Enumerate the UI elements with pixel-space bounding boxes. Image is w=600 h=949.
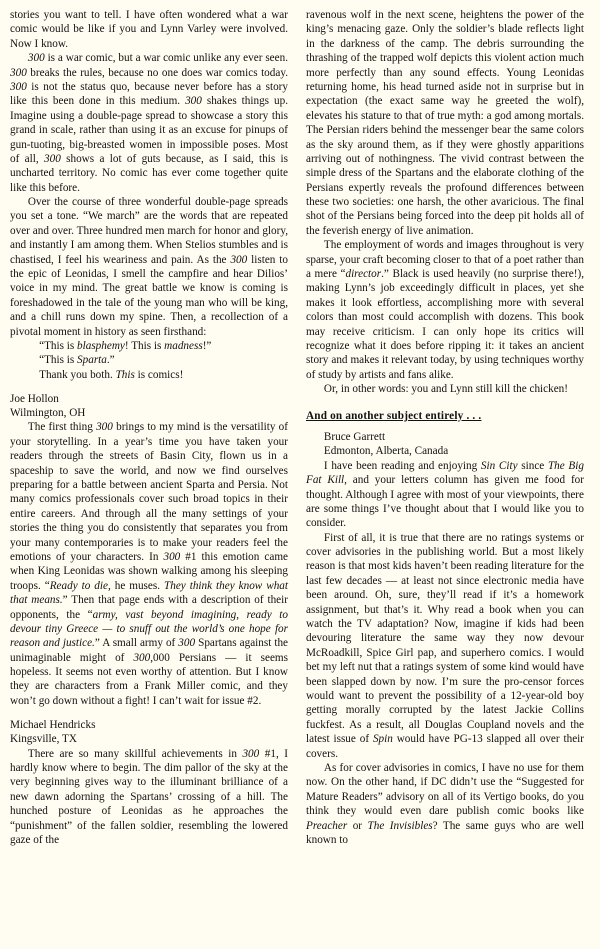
quote-line: “This is blasphemy! This is madness!” — [39, 339, 212, 352]
paragraph: First of all, it is true that there are no ratings systems or cover advisories in the publishing world. But a most likely reason is that most kids haven’t been reading literature for the last few decades — at least not since electronic media have been around. Oh, sure, they’ll read if it’s a homework assignment, but that’s it. Why read a book when you can watch the TV adaptation? Now, imagine if kids had been devouring literature the same way they now devour McRoadkill, Spice Girl pap, and superhero comics. I would bet my left nut that a ratings system of some kind would have been slapped down by now. I’m sure the pro-censor forces would want to prevent the possibility of a 12-year-old boy getting morally corrupted by the latest Jackie Collins fuckfest. As a result, all Douglas Coupland novels and the latest issue of Spin would have PG-13 slapped all over their covers. — [306, 531, 584, 760]
paragraph: As for cover advisories in comics, I have no use for them now. On the other hand, if DC didn’t use the “Suggested for Mature Readers” advisory on all of its Vertigo books, do you think they would even dare publish comic books like Preacher or The Invisibles? The same guys who are well known to — [306, 761, 584, 846]
letter-signature — [306, 430, 584, 459]
right-column — [306, 8, 584, 943]
quote-line: “This is Sparta.” — [39, 354, 115, 367]
signature-name: Joe Hollon — [10, 392, 59, 405]
paragraph: 300 is a war comic, but a war comic unlike any ever seen. 300 breaks the rules, because no one does war comics today. 300 is not the status quo, because never before has a story like this been done in this medium. 300 shakes things up. Imagine using a double-page spread to showcase a story this grand in scale, rather than using it as an excuse for pinups of gun-tuoting, big-breasted women in impossible poses. Most of all, 300 shows a lot of guts because, as I said, this is uncharted territory. No comic has ever come together quite like this before. — [10, 52, 288, 194]
section-heading: And on another subject entirely . . . — [306, 409, 482, 422]
signature-name: Michael Hendricks — [10, 718, 96, 731]
left-column — [10, 8, 288, 943]
paragraph: stories you want to tell. I have often wondered what a war comic would be like if you and Lynn Varley were involved. Now I know. — [10, 9, 288, 50]
paragraph: I have been reading and enjoying Sin City since The Big Fat Kill, and your letters column has given me food for thought. Although I agree with most of your viewpoints, there are some things I’ve thought about that I would like you to consider. — [306, 459, 584, 530]
two-column-layout — [10, 8, 590, 943]
signature-location: Edmonton, Alberta, Canada — [323, 445, 449, 458]
signature-name: Bruce Garrett — [323, 430, 386, 443]
quote-line: Thank you both. This is comics! — [39, 368, 184, 381]
paragraph: Over the course of three wonderful double-page spreads you set a tone. “We march” are the words that are repeated over and over. Three hundred men march for honor and glory, and instantly I am among them. When Stelios stumbles and is chastised, I feel his weariness and pain. As the 300 listen to the epic of Leonidas, I smell the campfire and hear Dilios’ voice in my mind. The great battle we know is coming is foreshadowed in the tale of the young man who will be king, and a chill runs down my spine. Then, a recollection of a pivotal moment in history as seen firsthand: — [10, 196, 288, 338]
signature-location: Wilmington, OH — [10, 407, 86, 420]
signature-location: Kingsville, TX — [10, 733, 77, 746]
paragraph: The first thing 300 brings to my mind is the versatility of your storytelling. In a year’s time you have taken your readers through the streets of Basin City, flown us in a spaceship to save the world, and now we find ourselves preparing for a battle between ancient Sparta and Persia. Not many comics professionals cover such broad topics in their entire careers. And through all the many settings of your stories the thing you do consistently that separates you from your many contemporaries is to make your readers feel the emotions of your characters. In 300 #1 this emotion came when King Leonidas was shown walking among his sleeping troops. “Ready to die, he muses. They think they know what that means.” Then that page ends with a description of their opponents, the “army, vast beyond imagining, ready to devour tiny Greece — to snuff out the world’s one hope for reason and justice.” A small army of 300 Spartans against the unimaginable might of 300,000 Persians — it seems hopeless. It seems not even worthy of attention. But I know they are characters from a Frank Miller comic, and they won’t go down without a fight! I can’t wait for issue #2. — [10, 421, 289, 707]
paragraph: There are so many skillful achievements in 300 #1, I hardly know where to begin. The dim pallor of the sky at the very beginning gives way to the illuminant brilliance of a new dawn adorning the Spartans’ crossing of a hill. The hunched posture of Leonidas as he approaches the “punishment” of the fallen soldier, resembling the lowered gaze of the — [10, 747, 289, 846]
paragraph: The employment of words and images throughout is very sparse, your craft becoming closer to that of a poet rather than a mere “director.” Black is used heavily (no surprise there!), making Lynn’s job exceedingly difficult in places, yet she makes it look effortless, accomplishing more with several colors than most could accomplish with dozens. This book may receive criticism. I can only hope its critics will recognize what it does before ripping it: it takes an ancient story and makes it relevant today, by using techniques worthy of study by artists and fans alike. — [306, 239, 584, 381]
letter-signature — [10, 392, 288, 421]
paragraph: Or, in other words: you and Lynn still kill the chicken! — [323, 383, 568, 396]
letter-signature — [10, 718, 288, 747]
paragraph: ravenous wolf in the next scene, heightens the power of the king’s menacing gaze. Only the soldier’s blade reflects light in the darkness of the camp. The debris surrounding the thrashing of the trapped wolf depicts this violent action much more perfectly than any sound effects. Young Leonidas returning home, his head turned aside not in surprise but in expectation (the exact same way he greeted the wolf), elevates his stature to that of true myth: a god among mortals. The Persian riders behind the messenger bear the same colors as the sky around them, as if they were ghostly apparitions arriving out of nothingness. The vivid contrast between the simple dress of the Spartans and the elaborate clothing of the Persians expertly reveals the profound differences between these two societies: one harsh, the other avaricious. The final shot of the Persians being forced into the deep pit holds all of the feverish energy of live animation. — [306, 9, 584, 237]
